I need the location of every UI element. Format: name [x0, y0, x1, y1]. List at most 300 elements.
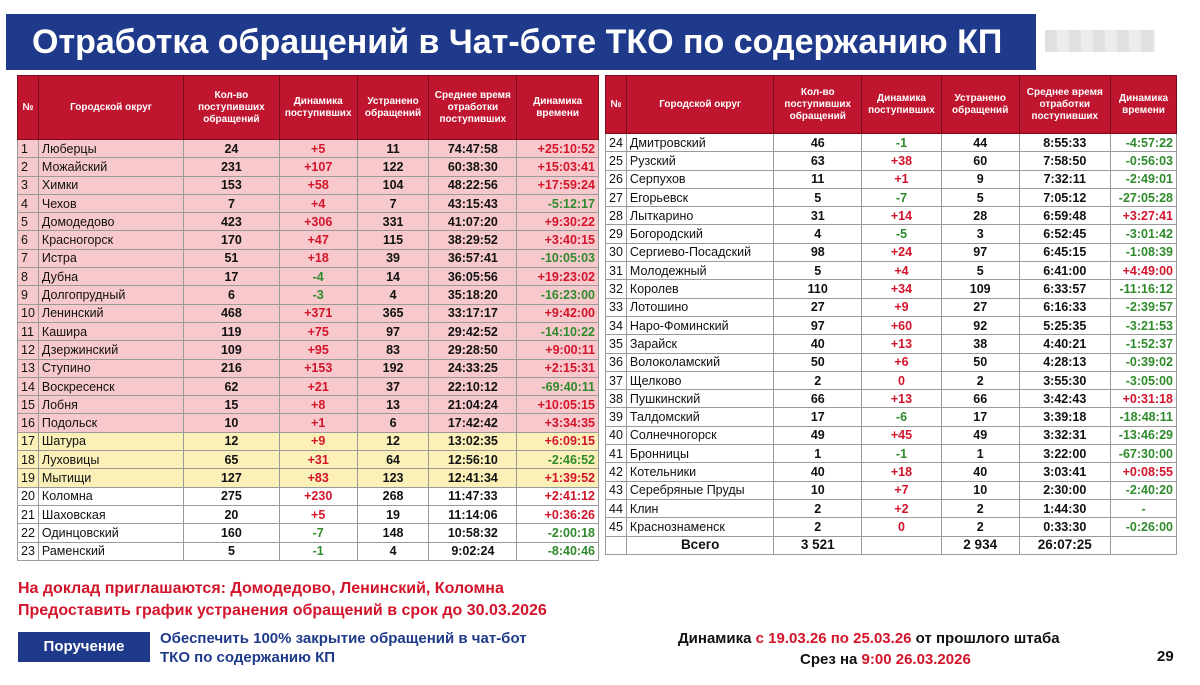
received-count: 98	[774, 243, 862, 261]
district-name: Домодедово	[38, 213, 183, 231]
time-dynamics: +0:08:55	[1111, 463, 1177, 481]
resolved-count: 4	[357, 542, 429, 560]
time-dynamics: +15:03:41	[517, 158, 599, 176]
time-dynamics: +17:59:24	[517, 176, 599, 194]
row-number: 18	[18, 451, 39, 469]
table-row	[606, 134, 1177, 152]
received-dynamics: +14	[862, 207, 942, 225]
received-count: 119	[184, 322, 280, 340]
header-dyn-received: Динамика поступивших	[279, 76, 357, 140]
avg-time: 22:10:12	[429, 377, 517, 395]
time-dynamics: +4:49:00	[1111, 262, 1177, 280]
table-row	[18, 542, 599, 560]
resolved-count: 37	[357, 377, 429, 395]
resolved-count: 122	[357, 158, 429, 176]
received-dynamics: -6	[862, 408, 942, 426]
time-dynamics: -3:21:53	[1111, 316, 1177, 334]
header-received: Кол-во поступивших обращений	[184, 76, 280, 140]
received-dynamics: -4	[279, 268, 357, 286]
table-row	[18, 451, 599, 469]
time-dynamics: -13:46:29	[1111, 426, 1177, 444]
resolved-count: 2	[941, 371, 1019, 389]
received-dynamics: +31	[279, 451, 357, 469]
resolved-count: 28	[941, 207, 1019, 225]
resolved-count: 92	[941, 316, 1019, 334]
avg-time: 13:02:35	[429, 432, 517, 450]
district-name: Дзержинский	[38, 341, 183, 359]
table-row	[606, 353, 1177, 371]
row-number: 17	[18, 432, 39, 450]
resolved-count: 39	[357, 249, 429, 267]
avg-time: 6:33:57	[1019, 280, 1111, 298]
resolved-count: 27	[941, 298, 1019, 316]
row-number: 6	[18, 231, 39, 249]
resolved-count: 14	[357, 268, 429, 286]
table-row	[606, 499, 1177, 517]
received-dynamics: +1	[862, 170, 942, 188]
table-row	[606, 390, 1177, 408]
table-row	[18, 231, 599, 249]
resolved-count: 123	[357, 469, 429, 487]
received-dynamics: +4	[279, 194, 357, 212]
avg-time: 4:40:21	[1019, 335, 1111, 353]
district-name: Химки	[38, 176, 183, 194]
blurred-logo	[1045, 30, 1155, 52]
received-count: 65	[184, 451, 280, 469]
district-name: Раменский	[38, 542, 183, 560]
district-name: Красногорск	[38, 231, 183, 249]
resolved-count: 49	[941, 426, 1019, 444]
resolved-count: 5	[941, 188, 1019, 206]
table-row	[606, 371, 1177, 389]
received-count: 1	[774, 445, 862, 463]
table-row	[606, 408, 1177, 426]
row-number: 26	[606, 170, 627, 188]
avg-time: 17:42:42	[429, 414, 517, 432]
table-row	[18, 140, 599, 158]
dynamics-dates: с 19.03.26 по 25.03.26	[755, 630, 912, 647]
time-dynamics: +6:09:15	[517, 432, 599, 450]
time-dynamics: +1:39:52	[517, 469, 599, 487]
resolved-count: 115	[357, 231, 429, 249]
time-dynamics: +10:05:15	[517, 396, 599, 414]
avg-time: 21:04:24	[429, 396, 517, 414]
received-dynamics: +58	[279, 176, 357, 194]
avg-time: 6:52:45	[1019, 225, 1111, 243]
received-count: 2	[774, 371, 862, 389]
row-number: 5	[18, 213, 39, 231]
received-count: 17	[774, 408, 862, 426]
invite-line-1: На доклад приглашаются: Домодедово, Ленинский, Коломна	[18, 580, 504, 597]
received-dynamics: +4	[862, 262, 942, 280]
table-row	[606, 335, 1177, 353]
resolved-count: 7	[357, 194, 429, 212]
resolved-count: 50	[941, 353, 1019, 371]
table-row	[18, 286, 599, 304]
table-row	[18, 377, 599, 395]
time-dynamics: -18:48:11	[1111, 408, 1177, 426]
resolved-count: 1	[941, 445, 1019, 463]
received-dynamics: -1	[862, 445, 942, 463]
received-dynamics: +13	[862, 335, 942, 353]
received-count: 127	[184, 469, 280, 487]
table-row	[18, 176, 599, 194]
time-dynamics: -5:12:17	[517, 194, 599, 212]
time-dynamics: -0:56:03	[1111, 152, 1177, 170]
row-number: 23	[18, 542, 39, 560]
received-count: 2	[774, 499, 862, 517]
time-dynamics: -3:05:00	[1111, 371, 1177, 389]
invite-line-2: Предоставить график устранения обращений в срок до 30.03.2026	[18, 602, 547, 619]
table-row	[606, 481, 1177, 499]
resolved-count: 97	[941, 243, 1019, 261]
resolved-count: 6	[357, 414, 429, 432]
received-count: 24	[184, 140, 280, 158]
received-count: 5	[184, 542, 280, 560]
avg-time: 3:39:18	[1019, 408, 1111, 426]
row-number: 11	[18, 322, 39, 340]
table-row	[18, 341, 599, 359]
resolved-count: 268	[357, 487, 429, 505]
district-name: Истра	[38, 249, 183, 267]
district-name: Одинцовский	[38, 524, 183, 542]
time-dynamics: -16:23:00	[517, 286, 599, 304]
row-number: 31	[606, 262, 627, 280]
district-name: Щелково	[626, 371, 774, 389]
avg-time: 6:59:48	[1019, 207, 1111, 225]
task-text: Обеспечить 100% закрытие обращений в чат-бот ТКО по содержанию КП	[160, 630, 527, 666]
received-count: 46	[774, 134, 862, 152]
table-row	[18, 322, 599, 340]
table-row	[18, 432, 599, 450]
dynamics-period	[678, 629, 1060, 648]
cut-prefix: Срез на	[800, 651, 862, 668]
avg-time: 4:28:13	[1019, 353, 1111, 371]
row-number: 35	[606, 335, 627, 353]
received-dynamics: +95	[279, 341, 357, 359]
row-number: 33	[606, 298, 627, 316]
row-number: 25	[606, 152, 627, 170]
invite-note	[18, 578, 547, 622]
total-resolved: 2 934	[941, 536, 1019, 554]
table-row	[606, 316, 1177, 334]
resolved-count: 4	[357, 286, 429, 304]
resolved-count: 148	[357, 524, 429, 542]
received-count: 170	[184, 231, 280, 249]
row-number: 12	[18, 341, 39, 359]
time-dynamics: +9:00:11	[517, 341, 599, 359]
row-number: 8	[18, 268, 39, 286]
table-row	[18, 524, 599, 542]
received-dynamics: -1	[279, 542, 357, 560]
received-dynamics: +5	[279, 140, 357, 158]
district-name: Егорьевск	[626, 188, 774, 206]
received-dynamics: +75	[279, 322, 357, 340]
avg-time: 74:47:58	[429, 140, 517, 158]
district-name: Можайский	[38, 158, 183, 176]
received-dynamics: -7	[862, 188, 942, 206]
received-count: 275	[184, 487, 280, 505]
time-dynamics: +2:15:31	[517, 359, 599, 377]
avg-time: 6:16:33	[1019, 298, 1111, 316]
received-dynamics: +34	[862, 280, 942, 298]
received-count: 66	[774, 390, 862, 408]
avg-time: 11:14:06	[429, 505, 517, 523]
avg-time: 1:44:30	[1019, 499, 1111, 517]
row-number: 36	[606, 353, 627, 371]
resolved-count: 109	[941, 280, 1019, 298]
time-dynamics: -1:52:37	[1111, 335, 1177, 353]
right-table	[605, 75, 1177, 555]
table-row	[18, 487, 599, 505]
header-dyn-time: Динамика времени	[1111, 76, 1177, 134]
time-dynamics: -4:57:22	[1111, 134, 1177, 152]
received-count: 50	[774, 353, 862, 371]
received-dynamics: +230	[279, 487, 357, 505]
received-count: 62	[184, 377, 280, 395]
received-dynamics: 0	[862, 518, 942, 536]
received-count: 63	[774, 152, 862, 170]
avg-time: 3:55:30	[1019, 371, 1111, 389]
avg-time: 9:02:24	[429, 542, 517, 560]
table-row	[18, 359, 599, 377]
row-number: 22	[18, 524, 39, 542]
received-count: 5	[774, 188, 862, 206]
received-dynamics: +7	[862, 481, 942, 499]
time-dynamics: +3:34:35	[517, 414, 599, 432]
resolved-count: 38	[941, 335, 1019, 353]
received-count: 7	[184, 194, 280, 212]
district-name: Солнечногорск	[626, 426, 774, 444]
table-row	[18, 158, 599, 176]
received-count: 27	[774, 298, 862, 316]
avg-time: 10:58:32	[429, 524, 517, 542]
resolved-count: 60	[941, 152, 1019, 170]
table-row	[606, 243, 1177, 261]
received-count: 40	[774, 463, 862, 481]
row-number: 39	[606, 408, 627, 426]
resolved-count: 19	[357, 505, 429, 523]
received-count: 109	[184, 341, 280, 359]
table-row	[606, 152, 1177, 170]
time-dynamics: -2:00:18	[517, 524, 599, 542]
resolved-count: 9	[941, 170, 1019, 188]
district-name: Лотошино	[626, 298, 774, 316]
district-name: Лобня	[38, 396, 183, 414]
received-count: 10	[774, 481, 862, 499]
row-number: 37	[606, 371, 627, 389]
time-dynamics: -8:40:46	[517, 542, 599, 560]
time-dynamics: +2:41:12	[517, 487, 599, 505]
avg-time: 60:38:30	[429, 158, 517, 176]
table-row	[18, 249, 599, 267]
row-number: 27	[606, 188, 627, 206]
row-number: 2	[18, 158, 39, 176]
received-dynamics: +306	[279, 213, 357, 231]
received-dynamics: +153	[279, 359, 357, 377]
row-number: 32	[606, 280, 627, 298]
resolved-count: 3	[941, 225, 1019, 243]
resolved-count: 331	[357, 213, 429, 231]
district-name: Богородский	[626, 225, 774, 243]
resolved-count: 64	[357, 451, 429, 469]
received-count: 216	[184, 359, 280, 377]
district-name: Рузский	[626, 152, 774, 170]
received-dynamics: +9	[862, 298, 942, 316]
table-row	[606, 518, 1177, 536]
row-number: 20	[18, 487, 39, 505]
table-row	[18, 304, 599, 322]
time-dynamics: -	[1111, 499, 1177, 517]
header-resolved: Устранено обращений	[357, 76, 429, 140]
time-dynamics: -11:16:12	[1111, 280, 1177, 298]
received-dynamics: +9	[279, 432, 357, 450]
received-dynamics: +5	[279, 505, 357, 523]
table-row	[606, 298, 1177, 316]
district-name: Дубна	[38, 268, 183, 286]
time-dynamics: -10:05:03	[517, 249, 599, 267]
row-number: 15	[18, 396, 39, 414]
received-count: 49	[774, 426, 862, 444]
received-dynamics: +21	[279, 377, 357, 395]
received-dynamics: +2	[862, 499, 942, 517]
avg-time: 12:56:10	[429, 451, 517, 469]
avg-time: 41:07:20	[429, 213, 517, 231]
received-count: 31	[774, 207, 862, 225]
district-name: Ступино	[38, 359, 183, 377]
table-row	[18, 414, 599, 432]
district-name: Луховицы	[38, 451, 183, 469]
resolved-count: 5	[941, 262, 1019, 280]
district-name: Королев	[626, 280, 774, 298]
time-dynamics: -69:40:11	[517, 377, 599, 395]
total-received: 3 521	[774, 536, 862, 554]
received-count: 51	[184, 249, 280, 267]
time-dynamics: -14:10:22	[517, 322, 599, 340]
received-count: 110	[774, 280, 862, 298]
header-district: Городской округ	[38, 76, 183, 140]
table-row	[18, 469, 599, 487]
row-number: 42	[606, 463, 627, 481]
total-empty	[1111, 536, 1177, 554]
avg-time: 24:33:25	[429, 359, 517, 377]
row-number: 14	[18, 377, 39, 395]
time-dynamics: -27:05:28	[1111, 188, 1177, 206]
row-number: 13	[18, 359, 39, 377]
received-count: 5	[774, 262, 862, 280]
received-dynamics: +24	[862, 243, 942, 261]
total-empty	[862, 536, 942, 554]
resolved-count: 12	[357, 432, 429, 450]
table-row	[606, 207, 1177, 225]
district-name: Дмитровский	[626, 134, 774, 152]
table-row	[606, 188, 1177, 206]
avg-time: 3:32:31	[1019, 426, 1111, 444]
district-name: Серебряные Пруды	[626, 481, 774, 499]
table-row	[606, 262, 1177, 280]
district-name: Люберцы	[38, 140, 183, 158]
district-name: Мытищи	[38, 469, 183, 487]
resolved-count: 66	[941, 390, 1019, 408]
total-time: 26:07:25	[1019, 536, 1111, 554]
resolved-count: 10	[941, 481, 1019, 499]
resolved-count: 2	[941, 518, 1019, 536]
row-number: 3	[18, 176, 39, 194]
received-dynamics: +8	[279, 396, 357, 414]
received-dynamics: +18	[279, 249, 357, 267]
time-dynamics: +9:42:00	[517, 304, 599, 322]
received-count: 2	[774, 518, 862, 536]
resolved-count: 365	[357, 304, 429, 322]
received-count: 160	[184, 524, 280, 542]
dynamics-prefix: Динамика	[678, 630, 756, 647]
resolved-count: 40	[941, 463, 1019, 481]
district-name: Молодежный	[626, 262, 774, 280]
task-button[interactable]: Поручение	[18, 632, 150, 662]
time-dynamics: -0:26:00	[1111, 518, 1177, 536]
page-number: 29	[1157, 648, 1174, 665]
district-name: Лыткарино	[626, 207, 774, 225]
total-row	[606, 536, 1177, 554]
time-dynamics: +19:23:02	[517, 268, 599, 286]
page-title: Отработка обращений в Чат-боте ТКО по содержанию КП	[6, 14, 1036, 70]
time-dynamics: -2:46:52	[517, 451, 599, 469]
row-number: 24	[606, 134, 627, 152]
time-dynamics: -3:01:42	[1111, 225, 1177, 243]
table-row	[18, 396, 599, 414]
row-number: 7	[18, 249, 39, 267]
district-name: Подольск	[38, 414, 183, 432]
time-dynamics: -0:39:02	[1111, 353, 1177, 371]
dynamics-suffix: от прошлого штаба	[911, 630, 1060, 647]
avg-time: 3:22:00	[1019, 445, 1111, 463]
district-name: Ленинский	[38, 304, 183, 322]
header-received: Кол-во поступивших обращений	[774, 76, 862, 134]
received-dynamics: +13	[862, 390, 942, 408]
time-dynamics: -67:30:00	[1111, 445, 1177, 463]
avg-time: 2:30:00	[1019, 481, 1111, 499]
row-number: 4	[18, 194, 39, 212]
district-name: Наро-Фоминский	[626, 316, 774, 334]
received-count: 423	[184, 213, 280, 231]
received-count: 12	[184, 432, 280, 450]
row-number: 43	[606, 481, 627, 499]
avg-time: 3:03:41	[1019, 463, 1111, 481]
district-name: Коломна	[38, 487, 183, 505]
received-dynamics: +107	[279, 158, 357, 176]
row-number: 34	[606, 316, 627, 334]
row-number: 38	[606, 390, 627, 408]
row-number: 9	[18, 286, 39, 304]
received-dynamics: +371	[279, 304, 357, 322]
received-count: 40	[774, 335, 862, 353]
resolved-count: 83	[357, 341, 429, 359]
row-number: 16	[18, 414, 39, 432]
time-dynamics: +0:36:26	[517, 505, 599, 523]
row-number: 45	[606, 518, 627, 536]
avg-time: 29:42:52	[429, 322, 517, 340]
received-dynamics: -7	[279, 524, 357, 542]
avg-time: 35:18:20	[429, 286, 517, 304]
avg-time: 36:57:41	[429, 249, 517, 267]
resolved-count: 13	[357, 396, 429, 414]
resolved-count: 11	[357, 140, 429, 158]
received-dynamics: +38	[862, 152, 942, 170]
received-count: 97	[774, 316, 862, 334]
received-count: 4	[774, 225, 862, 243]
table-row	[606, 170, 1177, 188]
avg-time: 36:05:56	[429, 268, 517, 286]
